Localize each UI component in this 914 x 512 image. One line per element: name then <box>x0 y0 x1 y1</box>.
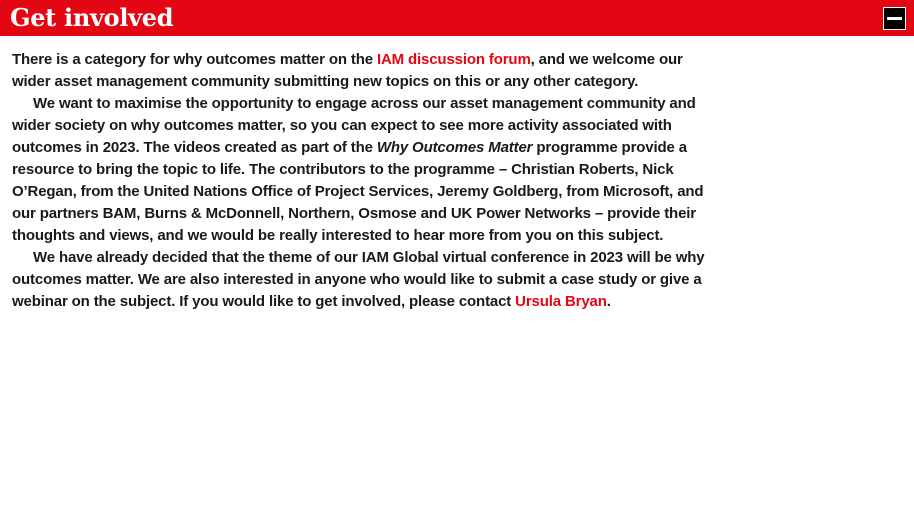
minus-icon <box>887 17 902 20</box>
section-content <box>12 49 712 313</box>
programme-title: Why Outcomes Matter <box>376 139 533 156</box>
section-header <box>0 0 914 36</box>
iam-discussion-forum-link[interactable]: IAM discussion forum <box>376 51 531 68</box>
paragraph-3: We have already decided that the theme of our IAM Global virtual conference in 2023 will be why outcomes matter. We are also interested in anyone who would like to submit a case study or give a webinar on the subject. If you would like to get involved, please contact Ursula Bryan. <box>12 249 705 310</box>
section-title: Get involved <box>10 3 174 32</box>
paragraph-1: There is a category for why outcomes matter on the IAM discussion forum, and we welcome our wider asset management community submitting new topics on this or any other category. <box>12 51 683 90</box>
collapse-button[interactable] <box>883 7 906 30</box>
ursula-bryan-contact-link[interactable]: Ursula Bryan <box>515 293 607 310</box>
paragraph-2: We want to maximise the opportunity to engage across our asset management community and wider society on why outcomes matter, so you can expect to see more activity associated with outcomes in 2023. The videos created as part of the Why Outcomes Matter programme provide a resource to bring the topic to life. The contributors to the programme – Christian Roberts, Nick O’Regan, from the United Nations Office of Project Services, Jeremy Goldberg, from Microsoft, and our partners BAM, Burns & McDonnell, Northern, Osmose and UK Power Networks – provide their thoughts and views, and we would be really interested to hear more from you on this subject. <box>12 95 704 244</box>
